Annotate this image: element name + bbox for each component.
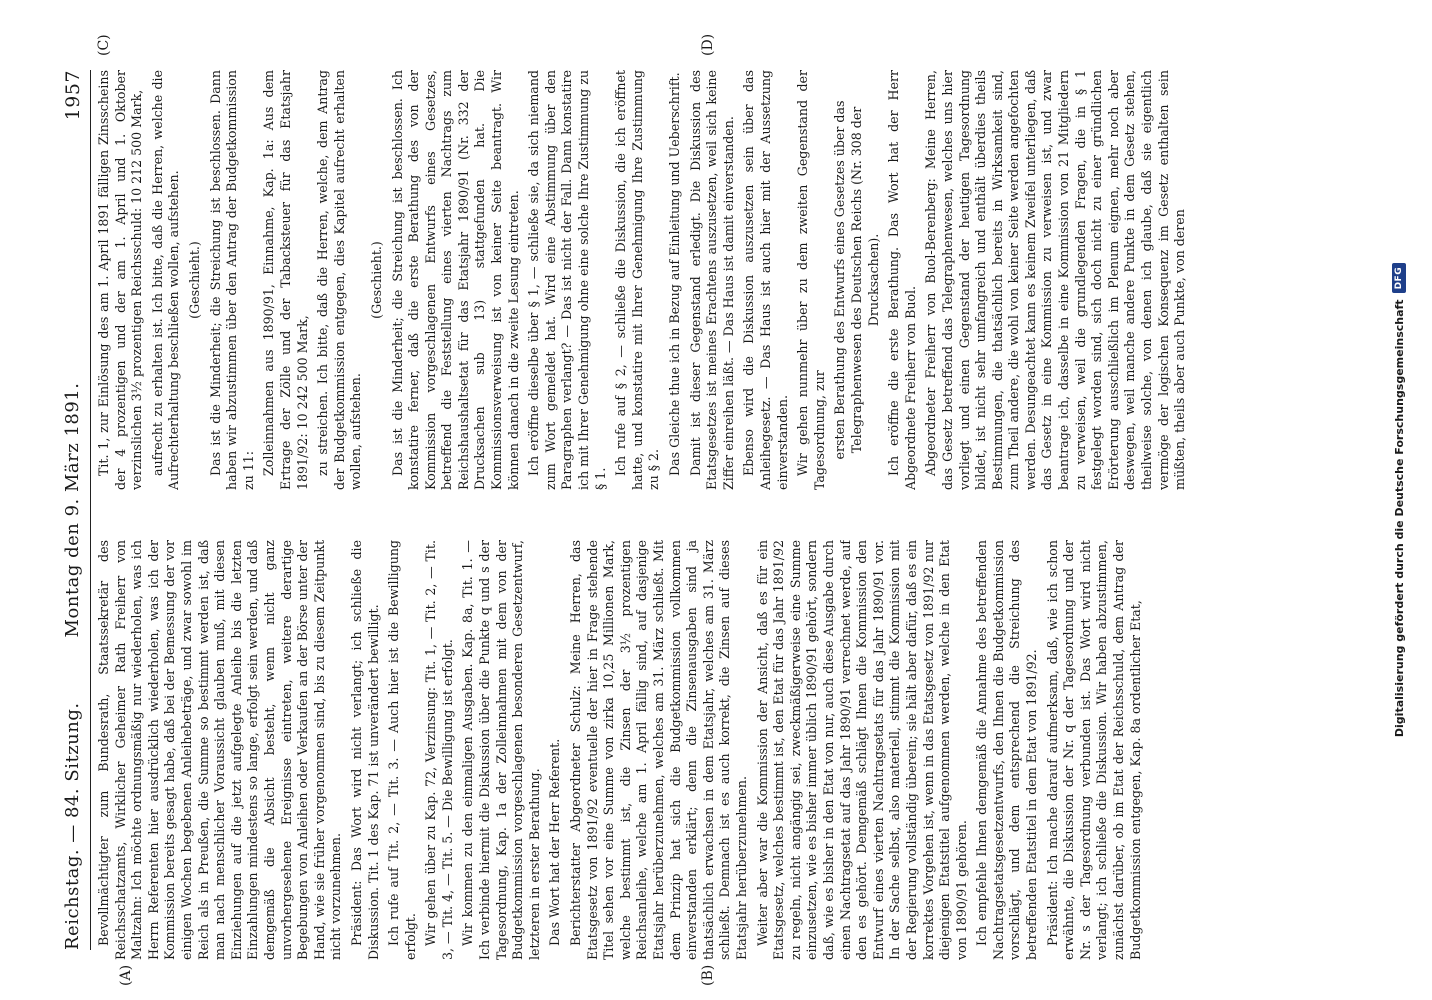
paragraph: Das Gleiche thue ich in Bezug auf Einleitung und Ueberschrift. xyxy=(667,72,682,476)
paragraph: Bevollmächtigter zum Bundesrath, Staatssekretär des Reichsschatzamts, Wirklicher Geheimer Rath Freiherr von Maltzahn: Ich möchte ordnungsmäßig nur wiederholen, was ich Herrn Referenten hier ausdrücklich wiederholen, was ich der Kommission bereits gesagt habe, daß bei der Bemessung der vor einigen Wochen begebenen Anleihebeträge, und zwar sowohl im Reich als in Preußen, die Summe so bestimmt werden ist, daß man nach menschlicher Voraussicht glauben muß, mit diesen Einziehungen auf die jetzt aufgelegte Anleihe bis die letzten Einzahlungen mindestens so lange, erfolgt sein werden, und daß demgemäß die Absicht besteht, wenn nicht ganz unvorhergesehene Ereignisse eintreten, weitere derartige Begebungen von Anleihen oder Verkaufen an der Börse unter der Hand, wie sie früher vorgenommen sind, bis zu diesem Zeitpunkt nicht vorzunehmen. xyxy=(96,540,344,960)
digitization-credit xyxy=(1384,0,1414,1000)
paragraph: Wir kommen zu den einmaligen Ausgaben. Kap. 8a, Tit. 1. — Ich verbinde hiermit die Diskussion über die Punkte q und s der Tagesordnung, Kap. 1a der Zolleinnahmen mit dem von der Budgetkommission vorgeschlagenen besonderen Gesetzentwurf, letzteren in erster Berathung. xyxy=(460,540,542,960)
margin-mark-d: (D) xyxy=(700,33,716,56)
paragraph: Damit ist dieser Gegenstand erledigt. Die Diskussion des Etatsgesetzes ist meines Erachtens auszusetzen, weil sich keine Ziffer einreihen läßt. — Das Haus ist damit einverstanden. xyxy=(687,70,736,490)
header-rule xyxy=(90,70,91,950)
paragraph: Tit. 1, zur Einlösung des am 1. April 1891 fälligen Zinsscheins der 4 prozentigen und der am 1. April und 1. Oktober verzinslichen 3½ prozentigen Reichsschuld: 10 212 500 Mark, xyxy=(96,70,145,490)
centered-line: ersten Berathung des Entwurfs eines Gesetzes über das Telegraphenwesen des Deutschen Reichs (Nr. 308 der Drucksachen). xyxy=(832,100,881,460)
margin-mark-c: (C) xyxy=(96,34,112,56)
paragraph: Das ist die Minderheit; die Streichung ist beschlossen. Dann haben wir abzustimmen über den Antrag der Budgetkommission zu 11: xyxy=(207,70,256,490)
credit-text: Digitalisierung gefördert durch die Deutsche Forschungsgemeinschaft xyxy=(1392,299,1406,738)
paragraph: Wir gehen über zu Kap. 72, Verzinsung: Tit. 1, — Tit. 2, — Tit. 3, — Tit. 4, — Tit. 5. — Die Bewilligung ist erfolgt. xyxy=(423,540,455,960)
right-text-column xyxy=(96,70,1301,490)
header-session: Reichstag. — 84. Sitzung. xyxy=(62,702,83,950)
paragraph: Ich rufe auf Tit. 2, — Tit. 3. — Auch hier ist die Bewilligung erfolgt. xyxy=(386,540,418,960)
paragraph: Präsident: Ich mache darauf aufmerksam, daß, wie ich schon erwähnte, die Diskussion der Nr. q der Tagesordnung und der Nr. s der Tagesordnung verbunden ist. Das Wort wird nicht verlangt; ich schließe die Diskussion. Wir haben abzustimmen, zunächst darüber, ob im Etat der Reichsschuld, dem Antrag der Budgetkommission entgegen, Kap. 8a ordentlicher Etat, xyxy=(1044,540,1143,960)
paragraph: Berichterstatter Abgeordneter Schulz: Meine Herren, das Etatsgesetz von 1891/92 eventuelle der hier in Frage stehende Titel sehen vor eine Summe von zirka 10,25 Millionen Mark, welche bestimmt ist, die Zinsen der 3½ prozentigen Reichsanleihe, welche am 1. April fällig sind, auf dasjenige Etatsjahr herüberzunehmen, welches am 31. März schließt. Mit dem Prinzip hat sich die Budgetkommission vollkommen einverstanden erklärt; denn die Zinsenausgaben sind ja thatsächlich erwachsen in dem Etatsjahr, welches am 31. März schließt. Demnach ist es auch korrekt, die Zinsen auf dieses Etatsjahr herüberzunehmen. xyxy=(568,540,749,960)
centered-line: (Geschieht.) xyxy=(368,241,384,319)
margin-mark-b: (B) xyxy=(700,964,716,986)
paragraph: Ich empfehle Ihnen demgemäß die Annahme des betreffenden Nachtragsetatsgesetzentwurfs, den Ihnen die Budgetkommission vorschlägt, und dem entsprechend die Streichung des betreffenden Etatstitel in dem Etat von 1891/92. xyxy=(974,540,1040,960)
page-header xyxy=(58,70,88,950)
paragraph: Präsident: Das Wort wird nicht verlangt; ich schließe die Diskussion. Tit. 1 des Kap. 71 ist unverändert bewilligt. xyxy=(348,540,381,960)
paragraph: Ich eröffne die erste Berathung. Das Wort hat der Herr Abgeordnete Freiherr von Buol. xyxy=(886,70,918,490)
left-text-column xyxy=(96,540,1301,960)
dfg-logo: DFG xyxy=(1392,263,1406,294)
paragraph: Ebenso wird die Diskussion auszusetzen sein über das Anleihegesetz. — Das Haus ist auch hier mit der Aussetzung einverstanden. xyxy=(741,70,790,490)
paragraph: Ich eröffne dieselbe über § 1, — schließe sie, da sich niemand zum Wort gemeldet hat. Wird eine Abstimmung über den Paragraphen verlangt? — Das ist nicht der Fall. Dann konstatire ich mit Ihrer Genehmigung ohne eine solche Ihre Zustimmung zu § 1. xyxy=(526,70,608,490)
centered-line: (Geschieht.) xyxy=(186,241,202,319)
margin-mark-a: (A) xyxy=(118,964,134,986)
paragraph: Das Wort hat der Herr Referent. xyxy=(547,738,563,946)
paragraph: Ich rufe auf § 2, — schließe die Diskussion, die ich eröffnet hatte, und konstatire mit Ihrer Genehmigung Ihre Zustimmung zu § 2. xyxy=(613,70,662,490)
page-number: 1957 xyxy=(62,70,84,121)
paragraph: Wir gehen nunmehr über zu dem zweiten Gegenstand der Tagesordnung, zur xyxy=(795,70,827,490)
paragraph: aufrecht zu erhalten ist. Ich bitte, daß die Herren, welche die Aufrechterhaltung beschließen wollen, aufstehen. xyxy=(149,70,182,490)
header-date: Montag den 9. März 1891. xyxy=(62,382,83,638)
paragraph: Zolleinnahmen aus 1890/91, Einnahme, Kap. 1a: Aus dem Ertrage der Zölle und der Tabacksteuer für das Etatsjahr 1891/92: 10 242 500 Mark, xyxy=(261,70,310,490)
paragraph: Das ist die Minderheit; die Streichung ist beschlossen. Ich konstatire ferner, daß die erste Berathung des von der Kommission vorgeschlagenen Entwurfs eines Gesetzes, betreffend die Feststellung eines vierten Nachtrags zum Reichshaushaltsetat für das Etatsjahr 1890/91 (Nr. 332 der Drucksachen sub 13) stattgefunden hat. Die Kommissionsverweisung ist von keiner Seite beantragt. Wir können danach in die zweite Lesung eintreten. xyxy=(389,70,521,490)
paragraph: Abgeordneter Freiherr von Buol-Berenberg: Meine Herren, das Gesetz betreffend das Telegraphenwesen, welches uns hier vorliegt und einen Gegenstand der heutigen Tagesordnung bildet, ist nicht sehr umfangreich und enthält überdies theils Bestimmungen, die thatsächlich bereits in Wirksamkeit sind, zum Theil andere, die wohl von keiner Seite werden angefochten werden. Desungeachtet kann es keinem Zweifel unterliegen, daß das Gesetz in eine Kommission zu verweisen ist, und zwar beantrage ich, dasselbe in eine Kommission von 21 Mitgliedern zu verweisen, weil die grundlegenden Fragen, die in § 1 festgelegt worden sind, sich doch nicht zu einer gründlichen Erörterung ausschließlich im Plenum eignen, mehr noch aber deswegen, weil manche andere Punkte in dem Gesetz stehen, theilweise solche, von denen ich glaube, daß sie eigentlich vermöge der logischen Konsequenz im Gesetz enthalten sein müßten, theils aber auch Punkte, von deren xyxy=(923,70,1188,490)
paragraph: Weiter aber war die Kommission der Ansicht, daß es für ein Etatsgesetz, welches bestimmt ist, den Etat für das Jahr 1891/92 zu regeln, nicht angängig sei, zweckmäßigerweise eine Summe einzusetzen, wie es bisher immer üblich 1890/91 gehört, sondern daß, wie es bisher in den Etat von nur, auch diese Ausgabe durch einen Nachtragsetat auf das Jahr 1890/91 verrechnet werde, auf den es gehört. Demgemäß schlägt Ihnen die Kommission den Entwurf eines vierten Nachtragsetats für das Jahr 1890/91 vor. In der Sache selbst, also materiell, stimmt die Kommission mit der Regierung vollständig überein; sie hält aber dafür, daß es ein korrektes Vorgehen ist, wenn in das Etatsgesetz von 1891/92 nur diejenigen Etatstitel aufgenommen werden, welche in den Etat von 1890/91 gehören. xyxy=(754,540,969,960)
paragraph: zu streichen. Ich bitte, daß die Herren, welche, dem Antrag der Budgetkommission entgegen, dies Kapitel aufrecht erhalten wollen, aufstehen. xyxy=(315,70,364,490)
